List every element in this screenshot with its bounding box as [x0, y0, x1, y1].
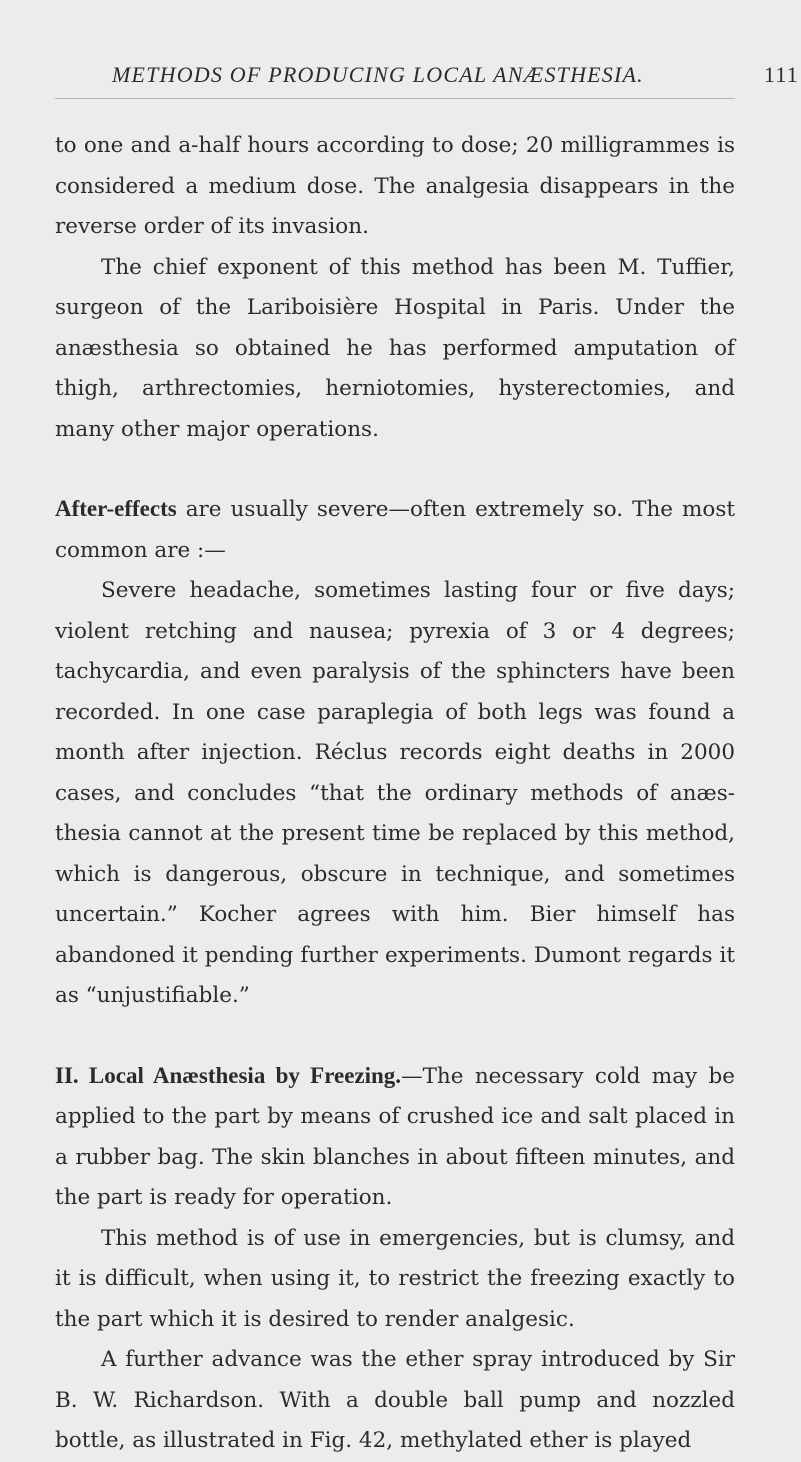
after-effects-text: are usually severe—often extremely so. The most common are :—: [55, 497, 735, 563]
freezing-text: —The necessary cold may be applied to the part by means of crushed ice and salt placed in a rubber bag. The skin blanches in about fifteen minutes, and the part is ready for operation.: [55, 1063, 735, 1210]
header-rule: [55, 98, 735, 99]
freezing-section-heading: II. Local Anæsthesia by Freezing.: [55, 1062, 402, 1088]
paragraph-continuation: to one and a-half hours according to dose; 20 milligrammes is considered a medium dose. The analgesia disappears in the reverse order of its invasion.: [55, 133, 735, 239]
running-title: METHODS OF PRODUCING LOCAL ANÆSTHESIA.: [112, 62, 644, 87]
paragraph-tuffier: The chief exponent of this method has been M. Tuffier, surgeon of the Lariboisière Hospital in Paris. Under the anæsthesia so obtained he has performed amputation of thigh, arthrectomies, herniotomies, hysterectomies, and many other major operations.: [55, 254, 735, 442]
running-head: [112, 62, 801, 88]
paragraph-emergencies: This method is of use in emergencies, but is clumsy, and it is difficult, when using it, to restrict the freezing exactly to the part which it is desired to render analgesic.: [55, 1225, 735, 1332]
after-effects-heading: After-effects: [55, 496, 177, 521]
paragraph-after-effects: [55, 489, 735, 571]
body-text: [55, 126, 735, 1462]
paragraph-ether-spray: A further advance was the ether spray introduced by Sir B. W. Richardson. With a double ball pump and nozzled bottle, as illustrated in Fig. 42, methylated ether is played: [55, 1347, 735, 1453]
paragraph-freezing: [55, 1056, 735, 1219]
page-number: 111: [764, 62, 799, 87]
paragraph-symptoms: Severe headache, sometimes lasting four or five days; violent retching and nausea; pyrexia of 3 or 4 degrees; tachycardia, and even paralysis of the sphincters have been recorded. In one case paraplegia of both legs was found a month after injection. Réclus records eight deaths in 2000 cases, and concludes “that the ordinary methods of anæs-thesia cannot at the present time be replaced by this method, which is dangerous, obscure in technique, and sometimes uncertain.” Kocher agrees with him. Bier himself has abandoned it pending further experiments. Dumont regards it as “unjustifiable.”: [55, 578, 735, 1008]
